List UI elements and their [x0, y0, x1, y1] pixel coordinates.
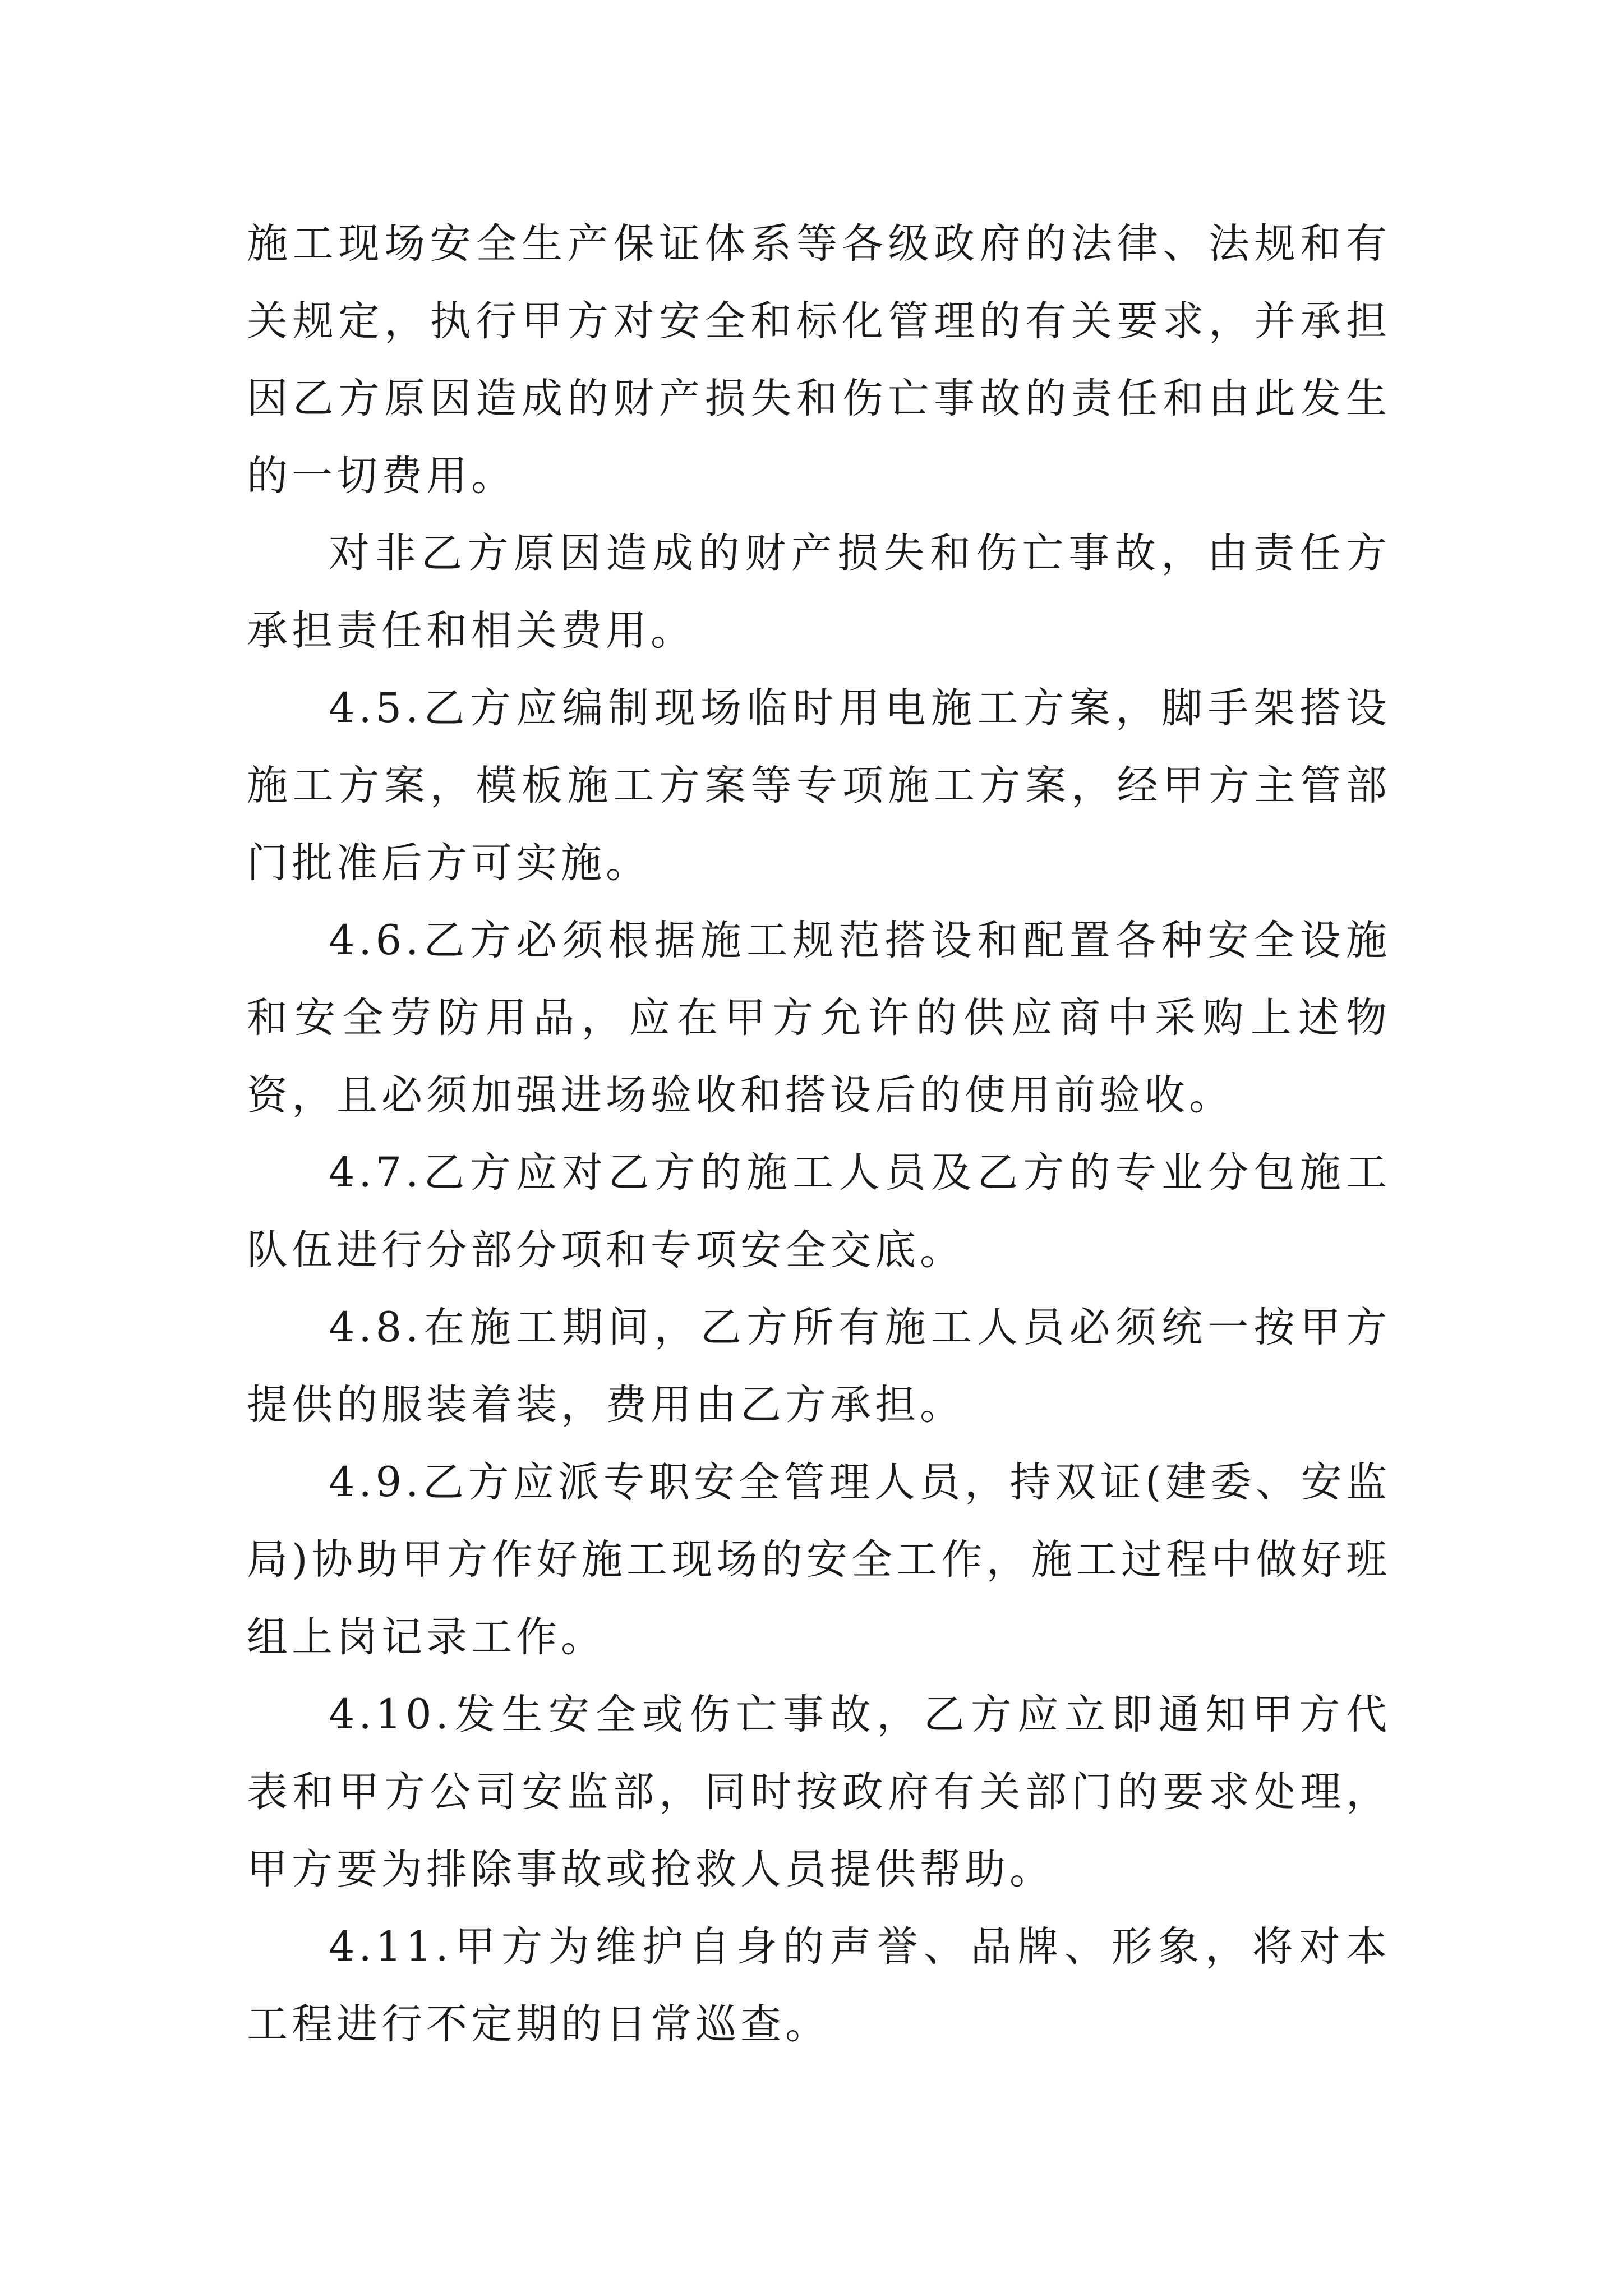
paragraph-clause-4-8: 4.8.在施工期间，乙方所有施工人员必须统一按甲方提供的服装着装，费用由乙方承担。: [247, 1304, 1391, 1429]
paragraph-clause-4-5: 4.5.乙方应编制现场临时用电施工方案，脚手架搭设施工方案，模板施工方案等专项施工方案，经甲方主管部门批准后方可实施。: [247, 684, 1391, 887]
paragraph-non-party-b-liability: 对非乙方原因造成的财产损失和伤亡事故，由责任方承担责任和相关费用。: [247, 530, 1391, 655]
paragraph-clause-4-9: 4.9.乙方应派专职安全管理人员，持双证(建委、安监局)协助甲方作好施工现场的安全工作，施工过程中做好班组上岗记录工作。: [247, 1458, 1391, 1661]
paragraph-continuation: 施工现场安全生产保证体系等各级政府的法律、法规和有关规定，执行甲方对安全和标化管理的有关要求，并承担因乙方原因造成的财产损失和伤亡事故的责任和由此发生的一切费用。: [247, 220, 1391, 500]
paragraph-clause-4-7: 4.7.乙方应对乙方的施工人员及乙方的专业分包施工队伍进行分部分项和专项安全交底。: [247, 1149, 1391, 1274]
paragraph-clause-4-10: 4.10.发生安全或伤亡事故，乙方应立即通知甲方代表和甲方公司安监部，同时按政府有关部门的要求处理，甲方要为排除事故或抢救人员提供帮助。: [247, 1691, 1391, 1893]
paragraph-clause-4-6: 4.6.乙方必须根据施工规范搭设和配置各种安全设施和安全劳防用品，应在甲方允许的供应商中采购上述物资，且必须加强进场验收和搭设后的使用前验收。: [247, 917, 1391, 1119]
paragraph-clause-4-11: 4.11.甲方为维护自身的声誉、品牌、形象，将对本工程进行不定期的日常巡查。: [247, 1923, 1391, 2048]
document-page: [247, 205, 1391, 2063]
